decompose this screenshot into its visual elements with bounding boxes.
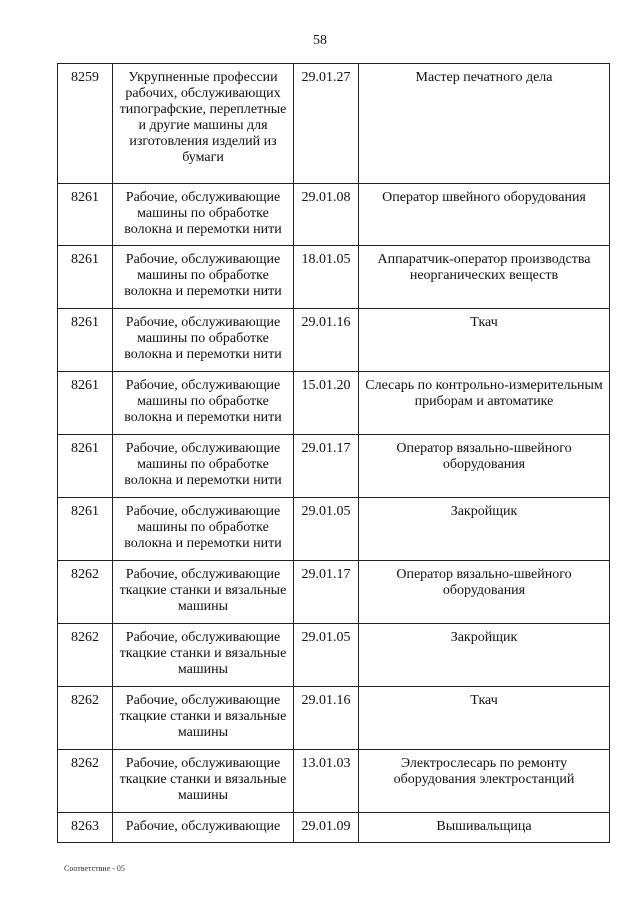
profession-name: Аппаратчик-оператор производства неорганических веществ [359,246,610,309]
occupation-code: 8261 [58,372,113,435]
table-row [58,64,610,184]
profession-code: 29.01.17 [294,561,359,624]
profession-code: 18.01.05 [294,246,359,309]
profession-code: 15.01.20 [294,372,359,435]
occupation-code: 8262 [58,687,113,750]
table-row [58,498,610,561]
profession-name: Закройщик [359,624,610,687]
occupation-group: Укрупненные профессии рабочих, обслуживающих типографские, переплетные и другие машины для изготовления изделий из бумаги [113,64,294,184]
occupation-code: 8259 [58,64,113,184]
table-row [58,184,610,246]
table-row [58,309,610,372]
table-row [58,624,610,687]
professions-table [57,63,610,843]
profession-code: 29.01.16 [294,687,359,750]
profession-code: 29.01.17 [294,435,359,498]
occupation-code: 8263 [58,813,113,843]
occupation-group: Рабочие, обслуживающие ткацкие станки и вязальные машины [113,624,294,687]
occupation-group: Рабочие, обслуживающие ткацкие станки и вязальные машины [113,750,294,813]
table-row [58,246,610,309]
profession-code: 13.01.03 [294,750,359,813]
occupation-group: Рабочие, обслуживающие машины по обработке волокна и перемотки нити [113,309,294,372]
footer-note: Соответствие - 05 [64,864,125,873]
occupation-group: Рабочие, обслуживающие машины по обработке волокна и перемотки нити [113,184,294,246]
occupation-group: Рабочие, обслуживающие ткацкие станки и вязальные машины [113,561,294,624]
profession-name: Оператор вязально-швейного оборудования [359,435,610,498]
profession-code: 29.01.16 [294,309,359,372]
profession-code: 29.01.05 [294,624,359,687]
occupation-group: Рабочие, обслуживающие машины по обработке волокна и перемотки нити [113,498,294,561]
table-row [58,687,610,750]
profession-name: Ткач [359,687,610,750]
occupation-code: 8262 [58,624,113,687]
occupation-group: Рабочие, обслуживающие машины по обработке волокна и перемотки нити [113,435,294,498]
profession-name: Ткач [359,309,610,372]
table-row [58,750,610,813]
occupation-code: 8261 [58,309,113,372]
occupation-code: 8261 [58,184,113,246]
profession-code: 29.01.27 [294,64,359,184]
page-number: 58 [313,33,327,48]
occupation-group: Рабочие, обслуживающие ткацкие станки и вязальные машины [113,687,294,750]
profession-code: 29.01.08 [294,184,359,246]
occupation-code: 8262 [58,750,113,813]
profession-code: 29.01.05 [294,498,359,561]
profession-name: Слесарь по контрольно-измерительным приборам и автоматике [359,372,610,435]
profession-code: 29.01.09 [294,813,359,843]
table-row [58,813,610,843]
occupation-code: 8261 [58,498,113,561]
profession-name: Оператор вязально-швейного оборудования [359,561,610,624]
occupation-code: 8262 [58,561,113,624]
occupation-group: Рабочие, обслуживающие машины по обработке волокна и перемотки нити [113,372,294,435]
table-row [58,435,610,498]
occupation-group: Рабочие, обслуживающие [113,813,294,843]
occupation-group: Рабочие, обслуживающие машины по обработке волокна и перемотки нити [113,246,294,309]
profession-name: Закройщик [359,498,610,561]
profession-name: Электрослесарь по ремонту оборудования электростанций [359,750,610,813]
profession-name: Вышивальщица [359,813,610,843]
table-row [58,372,610,435]
profession-name: Мастер печатного дела [359,64,610,184]
profession-name: Оператор швейного оборудования [359,184,610,246]
occupation-code: 8261 [58,435,113,498]
occupation-code: 8261 [58,246,113,309]
table-row [58,561,610,624]
